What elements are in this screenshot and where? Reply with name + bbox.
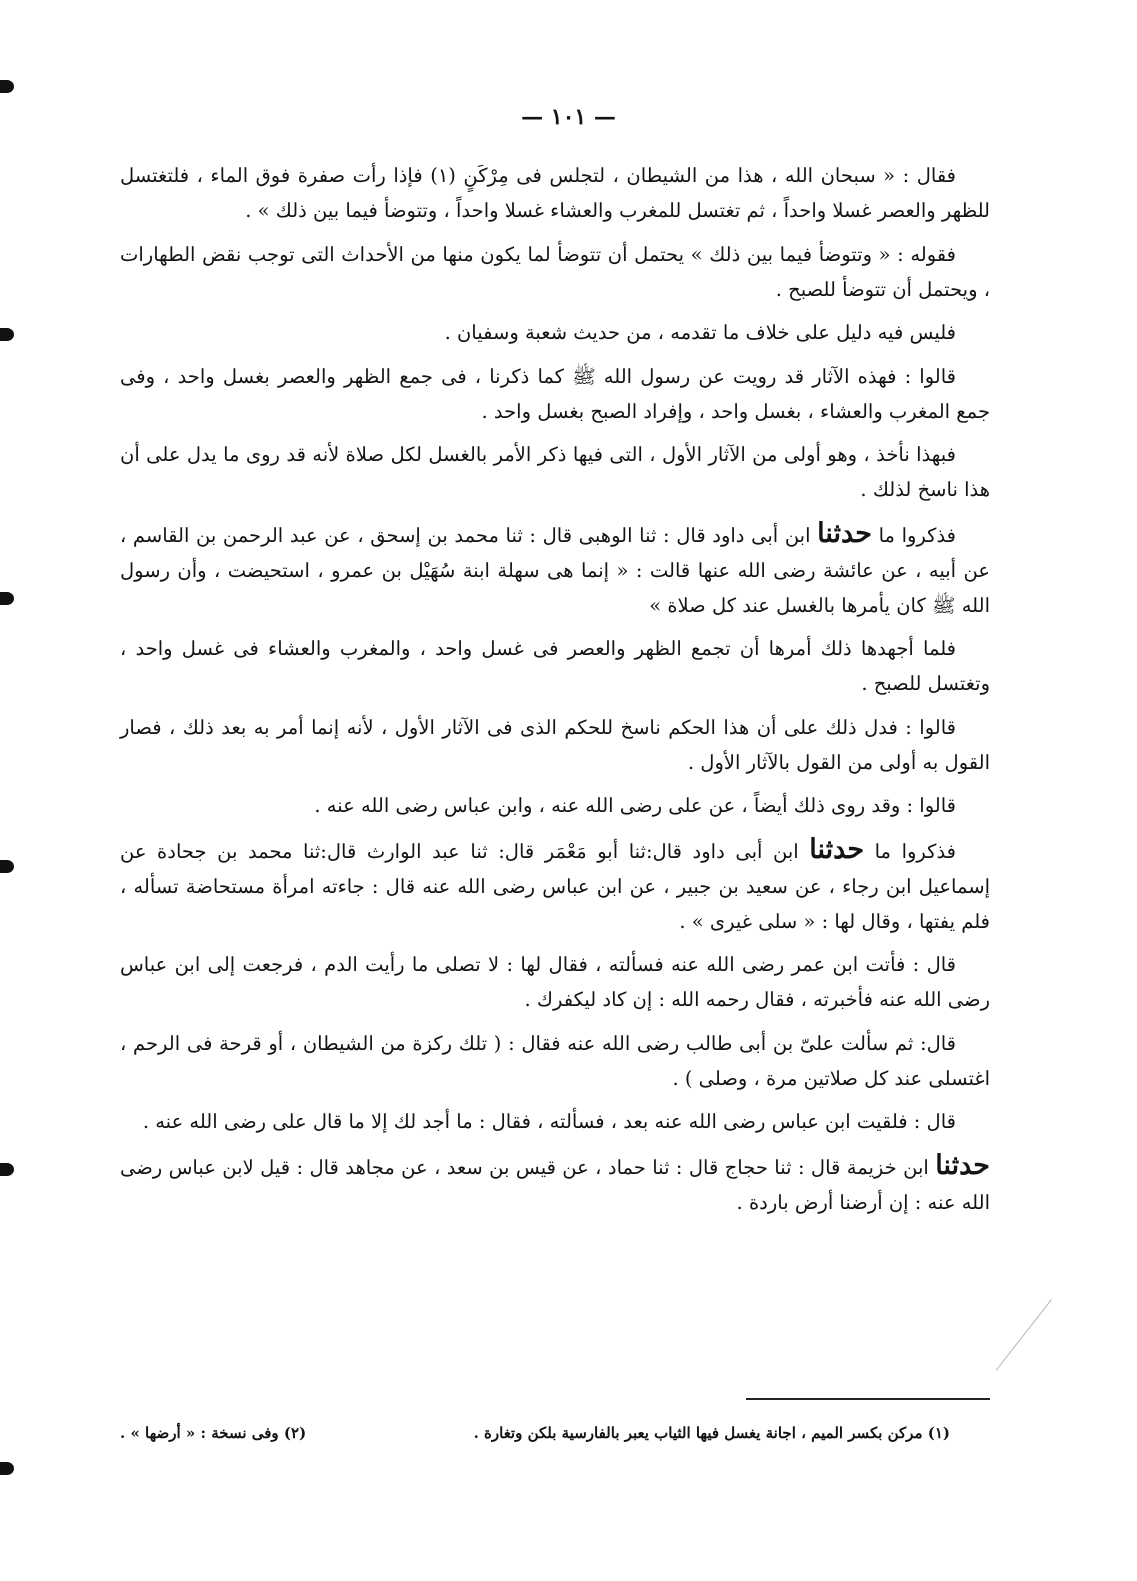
haddathana-keyword: حدثنا [809, 833, 865, 865]
footnote-1: (١) مركن بكسر الميم ، اجانة يغسل فيها الثياب يعبر بالفارسية بلكن وتغارة . [473, 1424, 950, 1442]
paragraph: فلما أجهدها ذلك أمرها أن تجمع الظهر والعصر فى غسل واحد ، والمغرب والعشاء فى غسل واحد ، وتغتسل للصبح . [120, 637, 990, 695]
paragraph-lead: فذكروا ما [874, 839, 956, 863]
paragraph: قالوا : فهذه الآثار قد رويت عن رسول الله ﷺ كما ذكرنا ، فى جمع الظهر والعصر بغسل واحد ، وفى جمع المغرب والعشاء ، بغسل واحد ، وإفراد الصبح بغسل واحد . [120, 364, 990, 423]
paragraph: قال: ثم سألت علىّ بن أبى طالب رضى الله عنه فقال : ( تلك ركزة من الشيطان ، أو قرحة فى الرحم ، اغتسلى عند كل صلاتين مرة ، وصلى ) . [120, 1031, 990, 1090]
paragraph: قالوا : فدل ذلك على أن هذا الحكم ناسخ للحكم الذى فى الآثار الأول ، لأنه إنما أمر به بعد ذلك ، فصار القول به أولى من القول بالآثار الأول . [120, 715, 990, 774]
paragraph-lead: فذكروا ما [878, 523, 957, 547]
paragraph-rest: ابن أبى داود قال:ثنا أبو مَعْمَر قال: ثنا عبد الوارث قال:ثنا محمد بن جحادة عن إسماعيل ابن رجاء ، عن سعيد بن جبير ، عن ابن عباس رضى الله عنه قال : جاءته امرأة مستحاضة تسأله ، فلم يفتها ، وقال لها : « سلى غيرى » . [120, 839, 990, 933]
paragraph-rest: ابن أبى داود قال : ثنا الوهبى قال : ثنا محمد بن إسحق ، عن عبد الرحمن بن القاسم ، عن أبيه ، عن عائشة رضى الله عنها قالت : « إنما هى سهلة ابنة سُهَيْل بن عمرو ، استحيضت ، وأن رسول الله ﷺ كان يأمرها بالغسل عند كل صلاة » [120, 523, 990, 617]
binding-hole-mark [0, 1163, 14, 1176]
haddathana-keyword: حدثنا [935, 1149, 990, 1181]
binding-hole-mark [0, 1462, 14, 1475]
paragraph: قال : فأتت ابن عمر رضى الله عنه فسألته ، فقال لها : لا تصلى ما رأيت الدم ، فرجعت إلى ابن عباس رضى الله عنه فأخبرته ، فقال رحمه الله : إن كاد ليكفرك . [120, 953, 990, 1011]
paragraph: فبهذا نأخذ ، وهو أولى من الآثار الأول ، التى فيها ذكر الأمر بالغسل لكل صلاة لأنه قد روى ما يدل على أن هذا ناسخ لذلك . [120, 443, 990, 501]
paragraph: فليس فيه دليل على خلاف ما تقدمه ، من حديث شعبة وسفيان . [444, 321, 956, 344]
paragraph-rest: ابن خزيمة قال : ثنا حجاج قال : ثنا حماد ، عن قيس بن سعد ، عن مجاهد قال : قيل لابن عباس رضى الله عنه : إن أرضنا أرض باردة . [120, 1155, 990, 1214]
paragraph: فقوله : « وتتوضأ فيما بين ذلك » يحتمل أن تتوضأ لما يكون منها من الأحداث التى توجب نقض الطهارات ، ويحتمل أن تتوضأ للصبح . [120, 242, 990, 301]
binding-hole-mark [0, 860, 14, 873]
binding-hole-mark [0, 328, 14, 341]
binding-hole-mark [0, 592, 14, 605]
footnote-2: (٢) وفى نسخة : « أرضها » . [120, 1424, 307, 1442]
haddathana-keyword: حدثنا [817, 517, 872, 549]
page-number: — ١٠١ — [521, 104, 616, 130]
scan-scratch-mark [996, 1299, 1052, 1371]
paragraph [120, 1148, 990, 1220]
footnote-divider [746, 1398, 990, 1400]
paragraph: فقال : « سبحان الله ، هذا من الشيطان ، لتجلس فى مِرْكَنٍ (١) فإذا رأت صفرة فوق الماء ، فلتغتسل للظهر والعصر غسلا واحداً ، ثم تغتسل للمغرب والعشاء غسلا واحداً ، وتتوضأ فيما بين ذلك » . [120, 164, 990, 222]
paragraph: قال : فلقيت ابن عباس رضى الله عنه بعد ، فسألته ، فقال : ما أجد لك إلا ما قال على رضى الله عنه . [142, 1110, 956, 1133]
paragraph [120, 516, 990, 623]
paragraph: قالوا : وقد روى ذلك أيضاً ، عن على رضى الله عنه ، وابن عباس رضى الله عنه . [314, 794, 956, 817]
paragraph [120, 832, 990, 939]
footnotes [120, 1424, 950, 1442]
binding-hole-mark [0, 80, 14, 93]
body-text [120, 158, 990, 1228]
